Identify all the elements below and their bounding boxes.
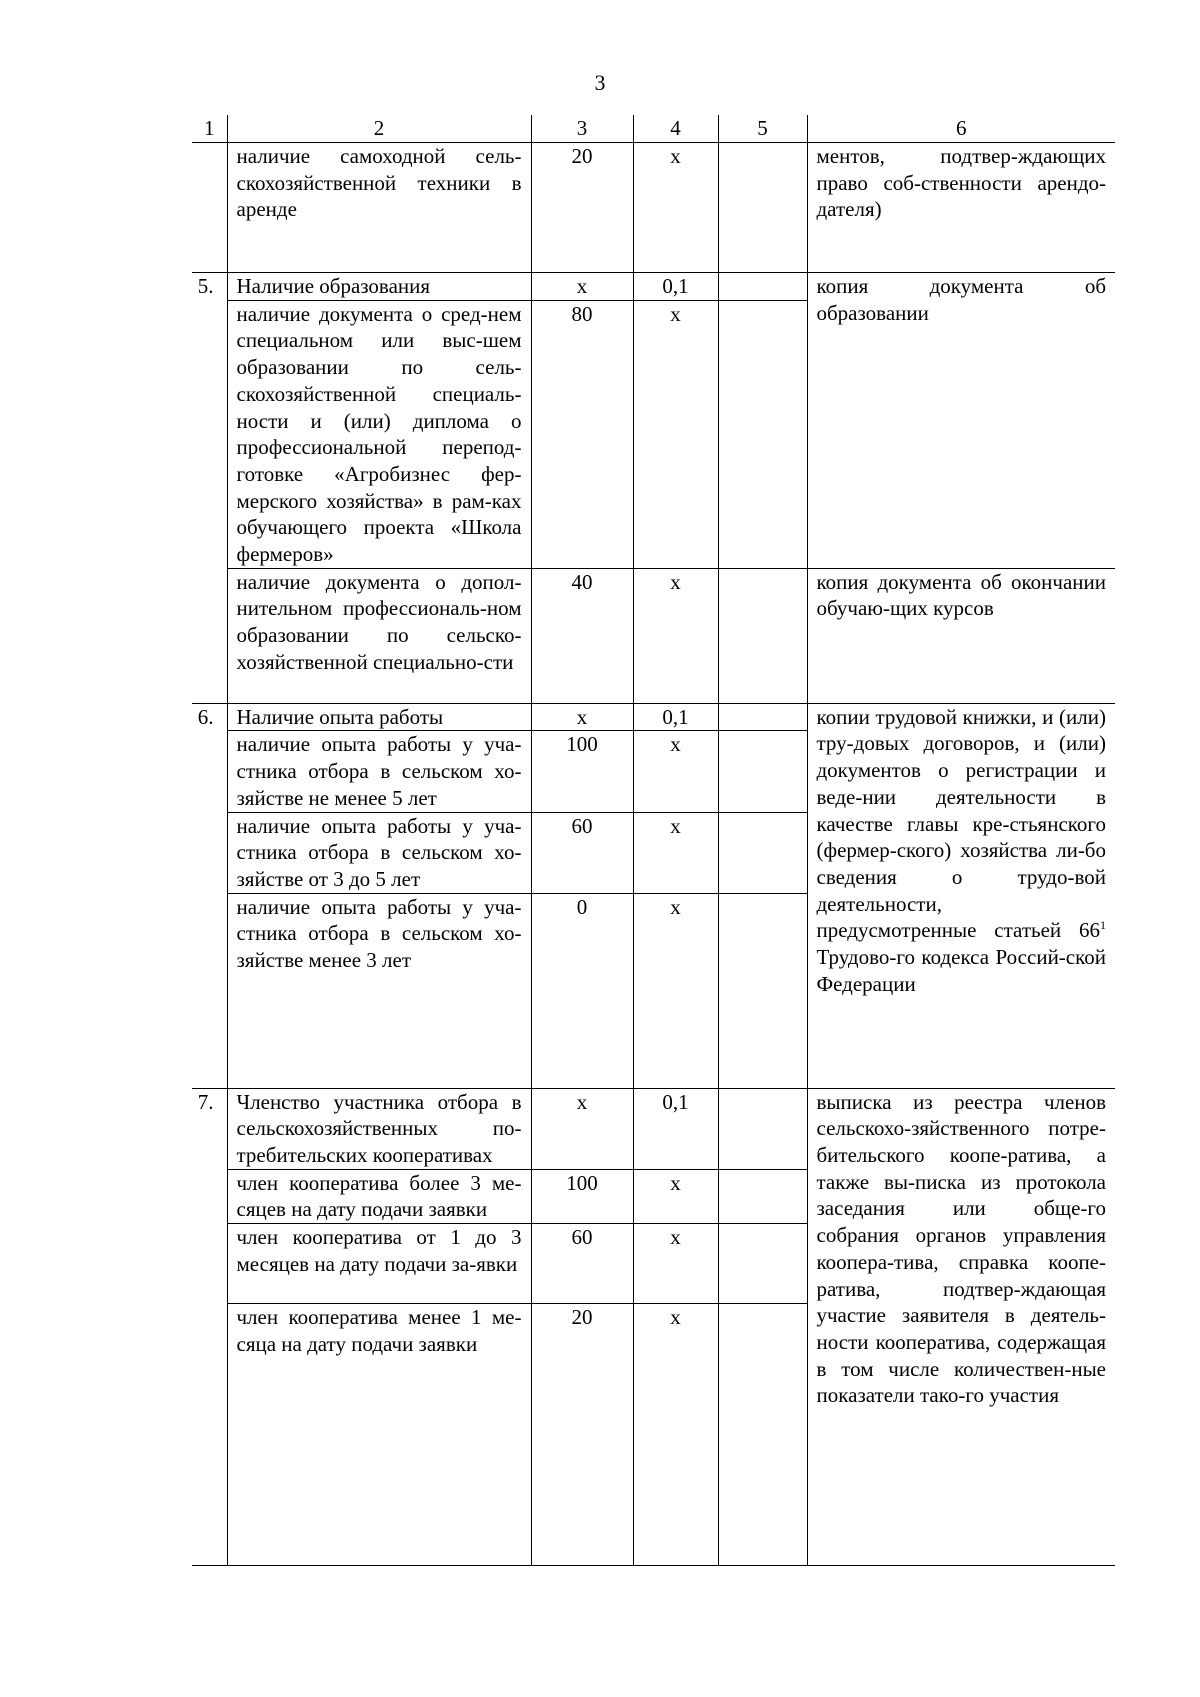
criterion-cell: член кооператива от 1 до 3 месяцев на дату подачи за-явки xyxy=(227,1224,531,1304)
page-number: 3 xyxy=(594,70,606,95)
empty-cell xyxy=(718,1169,807,1223)
empty-cell xyxy=(718,568,807,703)
score-cell: 60 xyxy=(531,812,633,893)
weight-cell: х xyxy=(633,812,718,893)
weight-cell: 0,1 xyxy=(633,273,718,301)
weight-cell: х xyxy=(633,1224,718,1304)
header-col-1: 1 xyxy=(192,115,227,143)
table-row xyxy=(192,143,1115,273)
table-row xyxy=(192,273,1115,301)
criterion-cell: наличие опыта работы у уча-стника отбора в сельском хо-зяйстве от 3 до 5 лет xyxy=(227,812,531,893)
weight-cell: х xyxy=(633,893,718,1088)
empty-cell xyxy=(718,1088,807,1169)
score-cell: 40 xyxy=(531,568,633,703)
criterion-cell: наличие документа о допол-нительном профессиональ-ном образовании по сельско-хозяйственной специально-сти xyxy=(227,568,531,703)
score-cell: 100 xyxy=(531,731,633,812)
row-number-cell xyxy=(192,143,227,273)
criterion-cell: наличие опыта работы у уча-стника отбора в сельском хо-зяйстве не менее 5 лет xyxy=(227,731,531,812)
header-row xyxy=(192,115,1115,143)
header-col-3: 3 xyxy=(531,115,633,143)
document-cell xyxy=(807,703,1115,1088)
document-text: копии трудовой книжки, и (или) тру-довых договоров, и (или) документов о регистрации и веде-нии деятельности в качестве главы кре-стьянского (фермер-ского) хозяйства ли-бо сведения о трудо-вой деятельности, предусмотренные статьей 66 xyxy=(816,704,1106,943)
row-number-cell: 7. xyxy=(192,1088,227,1566)
criteria-table xyxy=(192,115,1115,1566)
weight-cell: х xyxy=(633,568,718,703)
weight-cell: х xyxy=(633,1169,718,1223)
document-cell: ментов, подтвер-ждающих право соб-ственности арендо-дателя) xyxy=(807,143,1115,273)
score-cell: 0 xyxy=(531,893,633,1088)
header-col-6: 6 xyxy=(807,115,1115,143)
table-row xyxy=(192,568,1115,703)
criterion-cell: член кооператива менее 1 ме-сяца на дату подачи заявки xyxy=(227,1304,531,1566)
criterion-cell: наличие опыта работы у уча-стника отбора в сельском хо-зяйстве менее 3 лет xyxy=(227,893,531,1088)
superscript: 1 xyxy=(1100,918,1106,933)
weight-cell: х xyxy=(633,731,718,812)
row-number-cell: 6. xyxy=(192,703,227,1088)
header-col-4: 4 xyxy=(633,115,718,143)
row-number-cell: 5. xyxy=(192,273,227,704)
document-text-cont: Трудово-го кодекса Россий-ской Федерации xyxy=(816,945,1106,996)
criterion-cell: наличие документа о сред-нем специальном или выс-шем образовании по сель-скохозяйственной специаль-ности и (или) диплома о профессиональной перепод-готовке «Агробизнес фер-мерского хозяйства» в рам-ках обучающего проекта «Школа фермеров» xyxy=(227,300,531,568)
criterion-heading-cell: Наличие опыта работы xyxy=(227,703,531,731)
table-row xyxy=(192,1088,1115,1169)
score-cell: х xyxy=(531,703,633,731)
empty-cell xyxy=(718,893,807,1088)
weight-cell: 0,1 xyxy=(633,1088,718,1169)
header-col-2: 2 xyxy=(227,115,531,143)
score-cell: 20 xyxy=(531,143,633,273)
weight-cell: 0,1 xyxy=(633,703,718,731)
criterion-cell: член кооператива более 3 ме-сяцев на дату подачи заявки xyxy=(227,1169,531,1223)
score-cell: 60 xyxy=(531,1224,633,1304)
header-col-5: 5 xyxy=(718,115,807,143)
score-cell: х xyxy=(531,273,633,301)
criterion-heading-cell: Членство участника отбора в сельскохозяйственных по-требительских кооперативах xyxy=(227,1088,531,1169)
empty-cell xyxy=(718,703,807,731)
document-cell: копия документа об образовании xyxy=(807,273,1115,569)
score-cell: 80 xyxy=(531,300,633,568)
criterion-heading-cell: Наличие образования xyxy=(227,273,531,301)
score-cell: 100 xyxy=(531,1169,633,1223)
table-row xyxy=(192,703,1115,731)
criterion-cell: наличие самоходной сель-скохозяйственной техники в аренде xyxy=(227,143,531,273)
weight-cell: х xyxy=(633,300,718,568)
weight-cell: х xyxy=(633,143,718,273)
empty-cell xyxy=(718,1304,807,1566)
empty-cell xyxy=(718,731,807,812)
score-cell: х xyxy=(531,1088,633,1169)
empty-cell xyxy=(718,1224,807,1304)
empty-cell xyxy=(718,812,807,893)
document-cell: копия документа об окончании обучаю-щих курсов xyxy=(807,568,1115,703)
score-cell: 20 xyxy=(531,1304,633,1566)
empty-cell xyxy=(718,273,807,301)
empty-cell xyxy=(718,143,807,273)
empty-cell xyxy=(718,300,807,568)
weight-cell: х xyxy=(633,1304,718,1566)
document-cell: выписка из реестра членов сельскохо-зяйственного потре-бительского коопе-ратива, а также вы-писка из протокола заседания или обще-го собрания органов управления коопера-тива, справка коопе-ратива, подтвер-ждающая участие заявителя в деятель-ности кооператива, содержащая в том числе количествен-ные показатели тако-го участия xyxy=(807,1088,1115,1566)
